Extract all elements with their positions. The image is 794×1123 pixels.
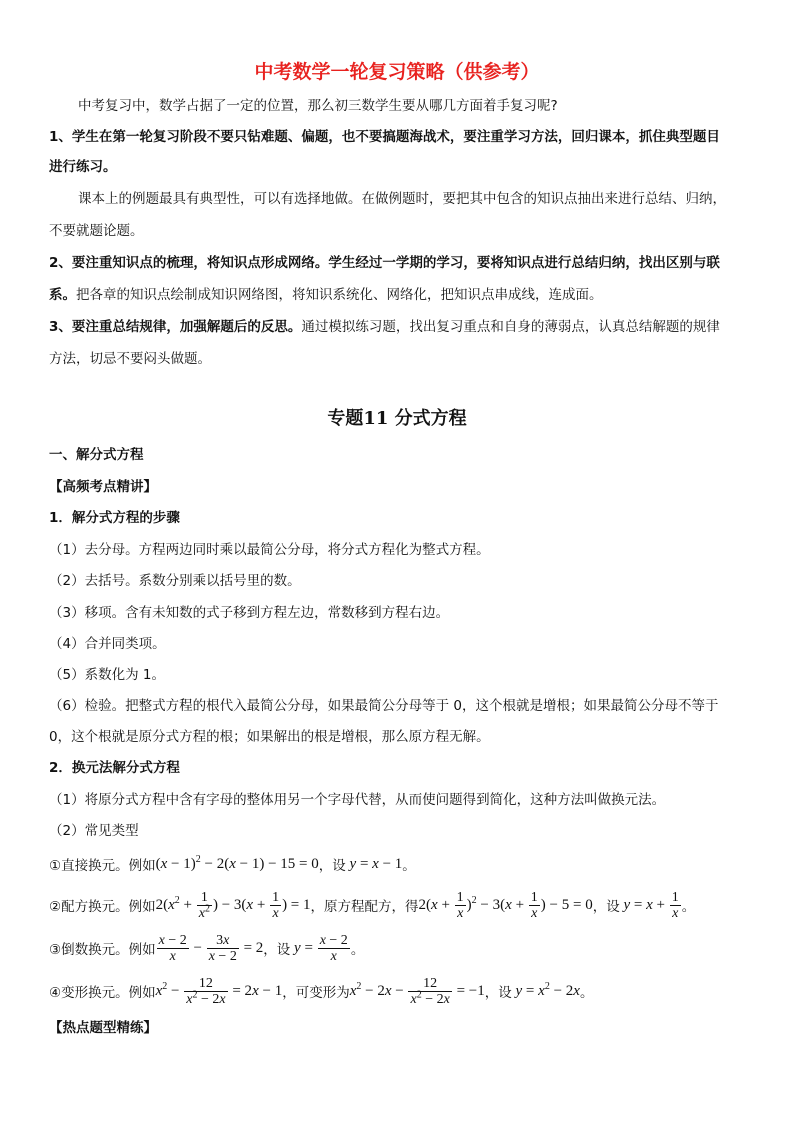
page-title: 中考数学一轮复习策略（供参考） [254, 61, 540, 83]
type-1-direct: ①直接换元。例如 $(x - 1)^2 - 2(x - 1) - 15 = 0$ ，设 y = x − 1 。 [49, 853, 416, 874]
step-3: （3）移项。含有未知数的式子移到方程左边，常数移到方程右边。 [49, 605, 450, 621]
type-4-transformed: $x^2 - 2x$ − $\frac{12}{x^2 - 2x}$ = −1 [349, 975, 485, 1007]
strategy-3-line2: 方法，切忌不要闷头做题。 [49, 351, 211, 367]
type-2-label: ②配方换元。例如 [49, 899, 156, 915]
type-1-set: ，设 [318, 858, 346, 874]
type-2-substitution: y = x + $\frac{1}{x}$ [623, 889, 679, 921]
type-4-transform: ④变形换元。例如 $x^2$ − $\frac{12}{x^2 - 2x}$ = 2x − 1 ，可变形为 $x^2 - 2x$ − $\frac{12}{x^2 - 2x}$ = −1 ，设 $y = x^2 - 2x$ 。 [49, 975, 594, 1007]
strategy-1b-line2: 不要就题论题。 [49, 223, 144, 239]
strategy-2-line1: 2、要注重知识点的梳理，将知识点形成网络。学生经过一学期的学习，要将知识点进行总结归纳，找出区别与联 [49, 255, 720, 271]
section-heading: 一、解分式方程 [49, 447, 144, 463]
common-types-label: （2）常见类型 [49, 823, 139, 839]
type-3-label: ③倒数换元。例如 [49, 942, 156, 958]
step-2: （2）去括号。系数分别乘以括号里的数。 [49, 573, 301, 589]
strategy-3-line1 [49, 317, 720, 337]
step-5: （5）系数化为 1。 [49, 667, 165, 683]
key-points-header: 【高频考点精讲】 [49, 479, 157, 495]
step-4: （4）合并同类项。 [49, 636, 166, 652]
strategy-2-line2-rest: 把各章的知识点绘制成知识网络图，将知识系统化、网络化，把知识点串成线，连成面。 [76, 287, 603, 303]
type-2-mid: ，原方程配方，得 [310, 899, 419, 915]
type-1-label: ①直接换元。例如 [49, 858, 156, 874]
type-4-mid: ，可变形为 [282, 985, 350, 1001]
strategy-2-line2-bold: 系。 [49, 287, 76, 303]
type-2-square: ②配方换元。例如 $2(x^2$ + $\frac{1}{x^2}$ ) − 3(x + $\frac{1}{x}$ ) = 1 ，原方程配方，得 2(x + $\frac{1}{x}$ )$^2$ − 3(x + $\frac{1}{x}$ ) − 5 = 0 ，设 y = x + $\frac{1}{x}$ 。 [49, 889, 696, 921]
step-6-line2: 0，这个根就是原分式方程的根；如果解出的根是增根，那么原方程无解。 [49, 729, 490, 745]
strategy-1-line2: 进行练习。 [49, 159, 117, 175]
type-4-set: ，设 [484, 985, 512, 1001]
type-4-substitution: $y = x^2 - 2x$ [515, 980, 580, 999]
type-3-set: ，设 [263, 942, 291, 958]
step-6-line1: （6）检验。把整式方程的根代入最简公分母，如果最简公分母等于 0，这个根就是增根；如果最简公分母不等于 [49, 698, 719, 714]
type-2-completed: 2(x + $\frac{1}{x}$ )$^2$ − 3(x + $\frac{1}{x}$ ) − 5 = 0 [418, 889, 593, 921]
type-2-set: ，设 [592, 899, 620, 915]
strategy-3-line1-bold: 3、要注重总结规律，加强解题后的反思。 [49, 319, 302, 335]
strategy-2-line2 [49, 285, 603, 305]
topic-title: 专题11 分式方程 [327, 408, 467, 429]
strategy-3-line1-rest: 通过模拟练习题，找出复习重点和自身的薄弱点，认真总结解题的规律 [301, 319, 720, 335]
type-3-substitution: y = $\frac{x - 2}{x}$ [294, 932, 348, 964]
type-3-reciprocal: ③倒数换元。例如 $\frac{x - 2}{x}$ − $\frac{3x}{x - 2}$ = 2 ，设 y = $\frac{x - 2}{x}$ 。 [49, 932, 365, 964]
strategy-1b-line1: 课本上的例题最具有典型性，可以有选择地做。在做例题时，要把其中包含的知识点抽出来进行总结、归纳， [78, 191, 726, 207]
type-1-equation: $(x - 1)^2 - 2(x - 1) - 15 = 0$ [155, 853, 319, 872]
strategy-1-line1: 1、学生在第一轮复习阶段不要只钻难题、偏题，也不要搞题海战术，要注重学习方法，回归课本，抓住典型题目 [49, 129, 720, 145]
type-4-label: ④变形换元。例如 [49, 985, 156, 1001]
type-4-equation: $x^2$ − $\frac{12}{x^2 - 2x}$ = 2x − 1 [155, 975, 283, 1007]
type-3-equation: $\frac{x - 2}{x}$ − $\frac{3x}{x - 2}$ = 2 [158, 932, 264, 964]
substitution-definition: （1）将原分式方程中含有字母的整体用另一个字母代替，从而使问题得到简化，这种方法叫做换元法。 [49, 792, 666, 808]
steps-title: 1．解分式方程的步骤 [49, 510, 180, 526]
type-2-equation: $2(x^2$ + $\frac{1}{x^2}$ ) − 3(x + $\frac{1}{x}$ ) = 1 [155, 889, 311, 921]
step-1: （1）去分母。方程两边同时乘以最简公分母，将分式方程化为整式方程。 [49, 542, 490, 558]
substitution-title: 2．换元法解分式方程 [49, 760, 180, 776]
practice-header: 【热点题型精练】 [49, 1020, 157, 1036]
intro-question: 中考复习中，数学占据了一定的位置，那么初三数学生要从哪几方面着手复习呢? [78, 98, 558, 114]
type-1-substitution: y = x − 1 [349, 855, 403, 872]
